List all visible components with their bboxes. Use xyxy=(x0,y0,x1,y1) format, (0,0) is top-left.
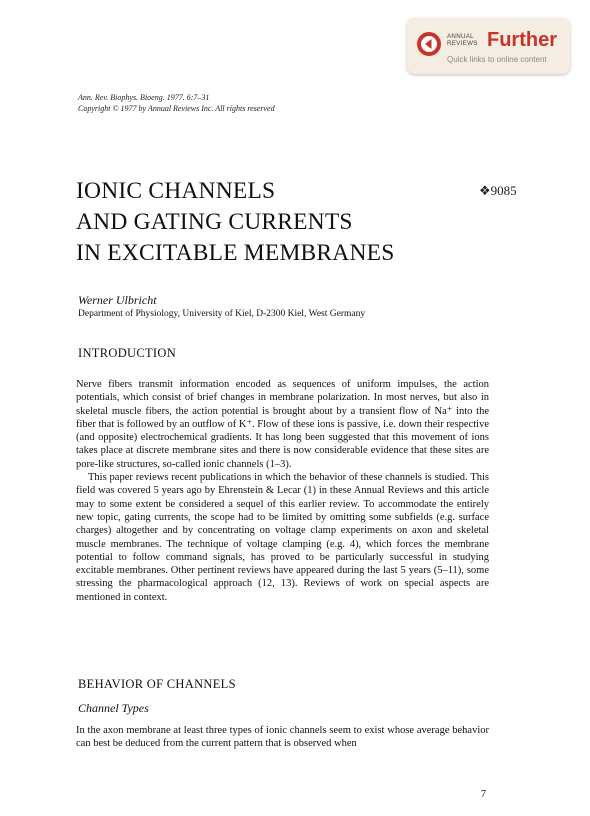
introduction-paragraph-1: Nerve fibers transmit information encoded as sequences of uniform impulses, the action potentials, which consist of brief changes in membrane polarization. In most nerves, but also in skeletal muscle fibers, the action potential is brought about by a transient flow of Na⁺ into the fiber that is followed by an outflow of K⁺. Flow of these ions is passive, i.e. down their respective (and opposite) electrochemical gradients. It has long been suggested that this movement of ions takes place at discrete membrane sites and there is now considerable evidence that these sites are pore-like structures, so-called ionic channels (1–3). xyxy=(76,379,489,470)
title-line-1: IONIC CHANNELS xyxy=(76,178,276,204)
behavior-of-channels-heading: BEHAVIOR OF CHANNELS xyxy=(78,677,236,691)
title-line-2: AND GATING CURRENTS xyxy=(76,209,353,235)
channel-types-heading: Channel Types xyxy=(78,701,149,715)
badge-tagline: Quick links to online content xyxy=(447,55,547,64)
introduction-paragraph-2: This paper reviews recent publications in which the behavior of these channels is studied. This field was covered 5 years ago by Ehrenstein & Lecar (1) in these Annual Reviews and this article may to some extent be considered a sequel of this earlier review. To accommodate the entirely new topic, gating currents, the scope had to be limited by omitting some subfields (e.g. surface charges) altogether and by concentrating on voltage clamp experiments on axon and skeletal muscle membranes. The technique of voltage clamping (e.g. 4), which forces the membrane potential to follow command signals, has proved to be particularly successful in studying excitable membranes. Other pertinent reviews have appeared during the last 5 years (5–11), some stressing the pharmacological approach (12, 13). Reviews of work on special aspects are mentioned in context. xyxy=(76,472,489,603)
introduction-heading: INTRODUCTION xyxy=(78,346,177,360)
citation xyxy=(78,93,275,114)
annual-reviews-further-badge[interactable] xyxy=(407,18,570,74)
badge-reviews-label: REVIEWS xyxy=(447,40,478,47)
channel-types-body xyxy=(76,724,489,751)
page-number: 7 xyxy=(481,789,486,800)
play-arrow-icon xyxy=(417,32,441,56)
author-affiliation: Department of Physiology, University of Kiel, D-2300 Kiel, West Germany xyxy=(78,309,366,319)
citation-copyright: Copyright © 1977 by Annual Reviews Inc. All rights reserved xyxy=(78,103,275,113)
article-code: ❖9085 xyxy=(479,183,517,198)
badge-brand: Further xyxy=(487,29,557,51)
badge-annual-label: ANNUAL xyxy=(447,33,474,40)
article-title xyxy=(76,176,394,269)
introduction-body xyxy=(76,378,489,604)
channel-types-paragraph-1: In the axon membrane at least three types of ionic channels seem to exist whose average behavior can best be deduced from the current pattern that is observed when xyxy=(76,725,489,750)
author-name: Werner Ulbricht xyxy=(78,293,157,307)
title-line-3: IN EXCITABLE MEMBRANES xyxy=(76,240,395,266)
citation-journal: Ann. Rev. Biophys. Bioeng. 1977. 6:7–31 xyxy=(78,93,210,102)
